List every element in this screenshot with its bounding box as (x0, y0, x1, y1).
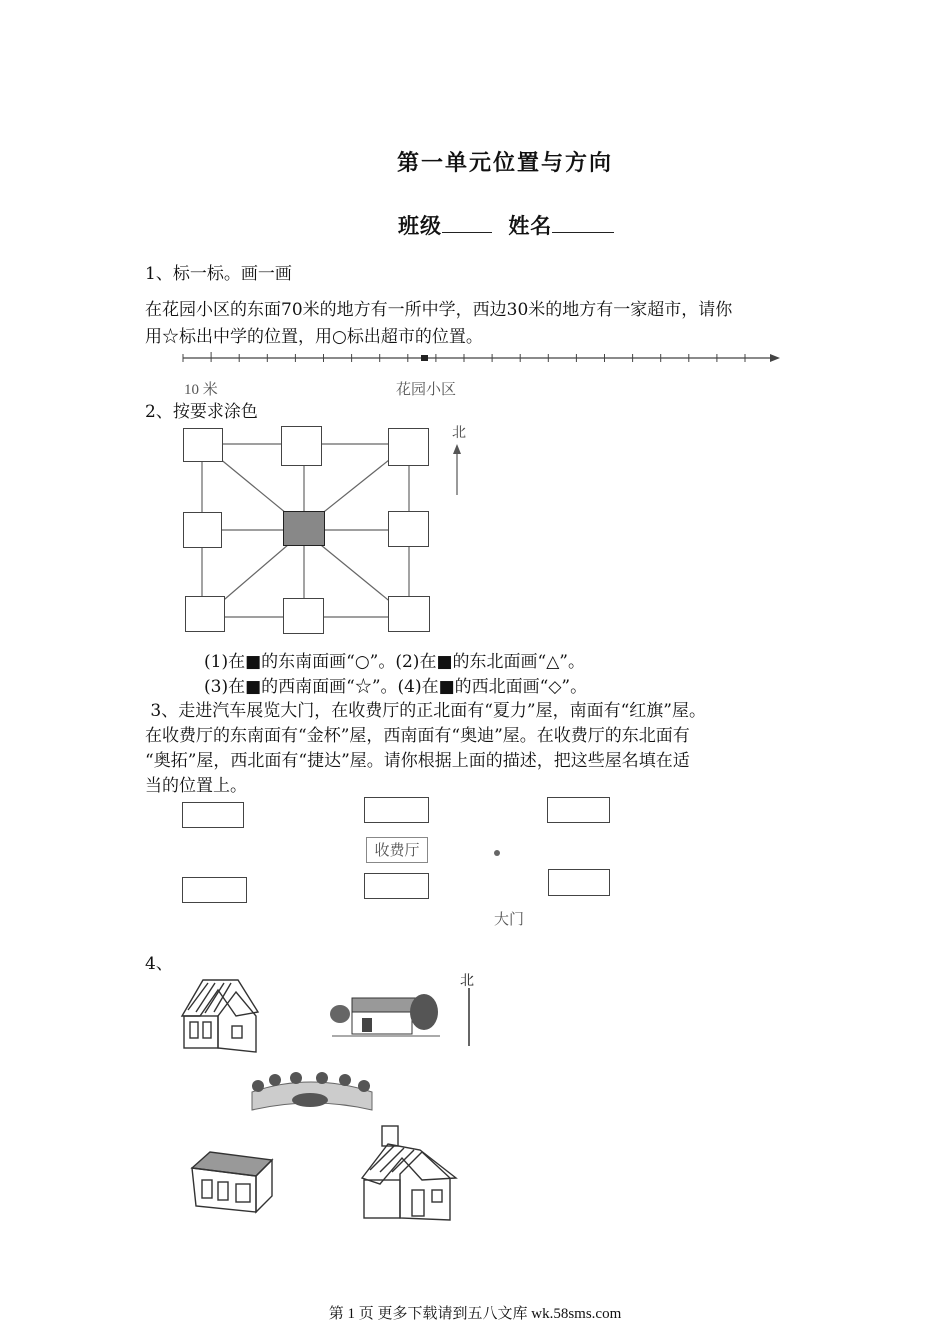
arrow-icon (770, 354, 780, 362)
box-sw[interactable] (185, 596, 225, 632)
name-label: 姓名 (508, 213, 553, 238)
farmhouse-trees-icon (330, 994, 440, 1036)
number-line[interactable] (0, 340, 950, 400)
house-box-n[interactable] (364, 797, 429, 823)
class-blank[interactable] (442, 212, 492, 233)
page-footer: 第 1 页 更多下载请到五八文库 wk.58sms.com (328, 1306, 622, 1322)
north-label: 北 (452, 426, 466, 441)
q2-instruction-2: (3)在■的西南面画“☆”。(4)在■的西北面画“◇”。 (204, 677, 588, 697)
box-ne[interactable] (388, 428, 429, 466)
house-box-ne[interactable] (547, 797, 610, 823)
q1-heading: 1、标一标。画一画 (145, 264, 292, 284)
gate-label: 大门 (494, 912, 525, 928)
q4-heading: 4、 (145, 954, 173, 974)
box-se[interactable] (388, 596, 430, 632)
north-arrow-icon (453, 444, 461, 454)
class-label: 班级 (398, 213, 442, 238)
name-blank[interactable] (552, 212, 614, 233)
origin-label: 花园小区 (396, 382, 457, 398)
q1-line1: 在花园小区的东面70米的地方有一所中学，西边30米的地方有一家超市，请你 (145, 300, 733, 320)
gate-dot (494, 850, 500, 856)
origin-marker (421, 355, 428, 361)
house-box-nw[interactable] (182, 802, 244, 828)
page-title: 第一单元位置与方向 (396, 150, 613, 176)
q3-line2: 在收费厅的东南面有“金杯”屋，西南面有“奥迪”屋。在收费厅的东北面有 (145, 726, 690, 746)
box-n[interactable] (281, 426, 322, 466)
box-s[interactable] (283, 598, 324, 634)
house-box-se[interactable] (548, 869, 610, 896)
q3-line4: 当的位置上。 (145, 776, 247, 796)
q2-instruction-1: (1)在■的东南面画“○”。(2)在■的东北面画“△”。 (204, 652, 585, 672)
center-filled-square (283, 511, 325, 546)
toll-booth (366, 837, 428, 863)
q3-line1: 3、走进汽车展览大门，在收费厅的正北面有“夏力”屋，南面有“红旗”屋。 (145, 701, 706, 721)
box-nw[interactable] (183, 428, 223, 462)
box-w[interactable] (183, 512, 222, 548)
toll-booth-label: 收费厅 (374, 843, 420, 859)
q2-heading: 2、按要求涂色 (145, 402, 258, 422)
q4-north-label: 北 (460, 974, 474, 989)
box-e[interactable] (388, 511, 429, 547)
house-icon (182, 980, 258, 1052)
house-box-sw[interactable] (182, 877, 247, 903)
garden-fountain-icon (252, 1072, 372, 1110)
shop-building-icon (192, 1152, 272, 1212)
q1-line2: 用☆标出中学的位置，用○标出超市的位置。 (145, 327, 483, 347)
q3-line3: “奥拓”屋，西北面有“捷达”屋。请你根据上面的描述，把这些屋名填在适 (145, 751, 690, 771)
q4-scene (0, 960, 950, 1230)
cottage-chimney-icon (362, 1126, 456, 1220)
student-info (398, 210, 622, 240)
house-box-s[interactable] (364, 873, 429, 899)
direction-grid-diagram (0, 420, 950, 650)
scale-label: 10 米 (184, 382, 218, 398)
